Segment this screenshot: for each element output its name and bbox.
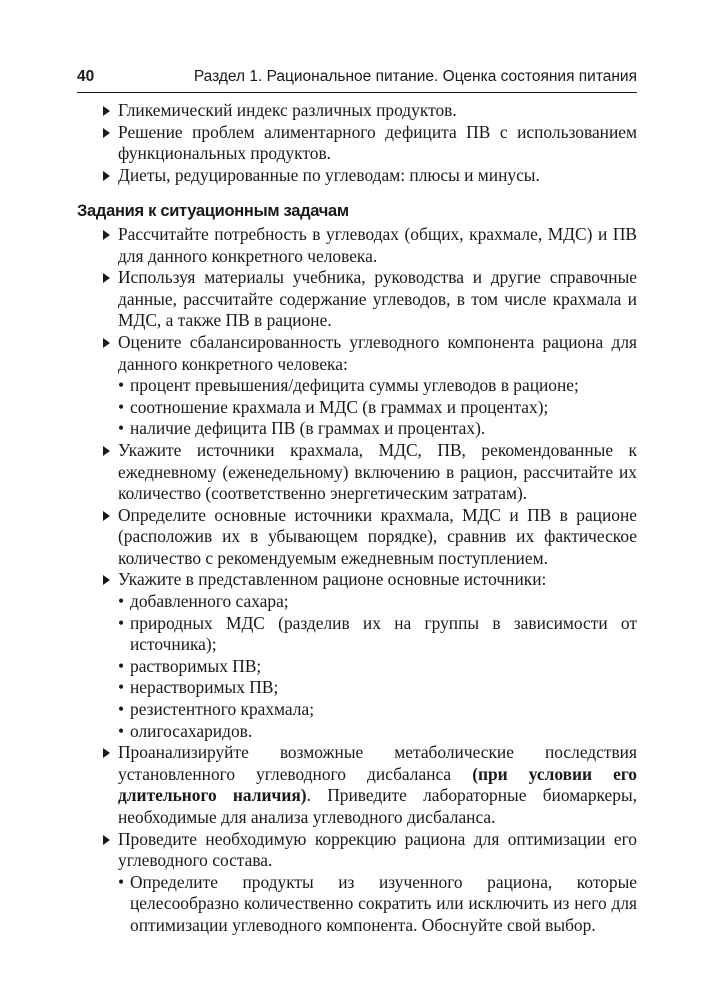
task-item: Оцените сбалансированность углеводного компонента рациона для данного конкретного человека: xyxy=(77,332,637,375)
sub-item: • Определите продукты из изученного рациона, которые целесообразно количественно сократить или исключить из него для оптимизации углеводного компонента. Обоснуйте свой выбор. xyxy=(77,872,637,937)
sub-item: • добавленного сахара; xyxy=(77,591,637,613)
sub-item: • олигосахаридов. xyxy=(77,721,637,743)
task-text: Проанализируйте возможные метаболические последствия установленного углеводного дисбаланса xyxy=(118,742,637,784)
sub-item: • процент превышения/дефицита суммы углеводов в рационе; xyxy=(77,375,637,397)
sub-item: • соотношение крахмала и МДС (в граммах и процентах); xyxy=(77,397,637,419)
task-item xyxy=(77,742,637,828)
task-note-bold: (при условии его длительного наличия) xyxy=(118,763,638,806)
sub-item: • растворимых ПВ; xyxy=(77,656,637,678)
running-header xyxy=(77,66,637,93)
section-title: Раздел 1. Рациональное питание. Оценка состояния питания xyxy=(193,68,637,85)
sub-item: • нерастворимых ПВ; xyxy=(77,677,637,699)
intro-item: Гликемический индекс различных продуктов. xyxy=(77,100,637,122)
intro-item: Диеты, редуцированные по углеводам: плюсы и минусы. xyxy=(77,165,637,187)
page-content xyxy=(77,100,637,937)
task-item: Рассчитайте потребность в углеводах (общих, крахмале, МДС) и ПВ для данного конкретного человека. xyxy=(77,224,637,267)
intro-item: Решение проблем алиментарного дефицита ПВ с использованием функциональных продуктов. xyxy=(77,122,637,165)
sub-item: • наличие дефицита ПВ (в граммах и процентах). xyxy=(77,418,637,440)
sub-item: • природных МДС (разделив их на группы в зависимости от источника); xyxy=(77,613,637,656)
task-item: Используя материалы учебника, руководства и другие справочные данные, рассчитайте содержание углеводов, в том числе крахмала и МДС, а также ПВ в рационе. xyxy=(77,267,637,332)
task-text: . Приведите лабораторные биомаркеры, необходимые для анализа углеводного дисбаланса. xyxy=(118,785,637,827)
tasks-heading: Задания к ситуационным задачам xyxy=(77,202,349,221)
page-number: 40 xyxy=(77,68,95,85)
sub-item: • резистентного крахмала; xyxy=(77,699,637,721)
task-item: Определите основные источники крахмала, МДС и ПВ в рационе (расположив их в убывающем порядке), сравнив их фактическое количество с рекомендуемым ежедневным поступлением. xyxy=(77,505,637,570)
task-item: Укажите источники крахмала, МДС, ПВ, рекомендованные к ежедневному (еженедельному) включению в рацион, рассчитайте их количество (соответственно энергетическим затратам). xyxy=(77,440,637,505)
task-item: Проведите необходимую коррекцию рациона для оптимизации его углеводного состава. xyxy=(77,829,637,872)
task-item: Укажите в представленном рационе основные источники: xyxy=(77,569,637,591)
